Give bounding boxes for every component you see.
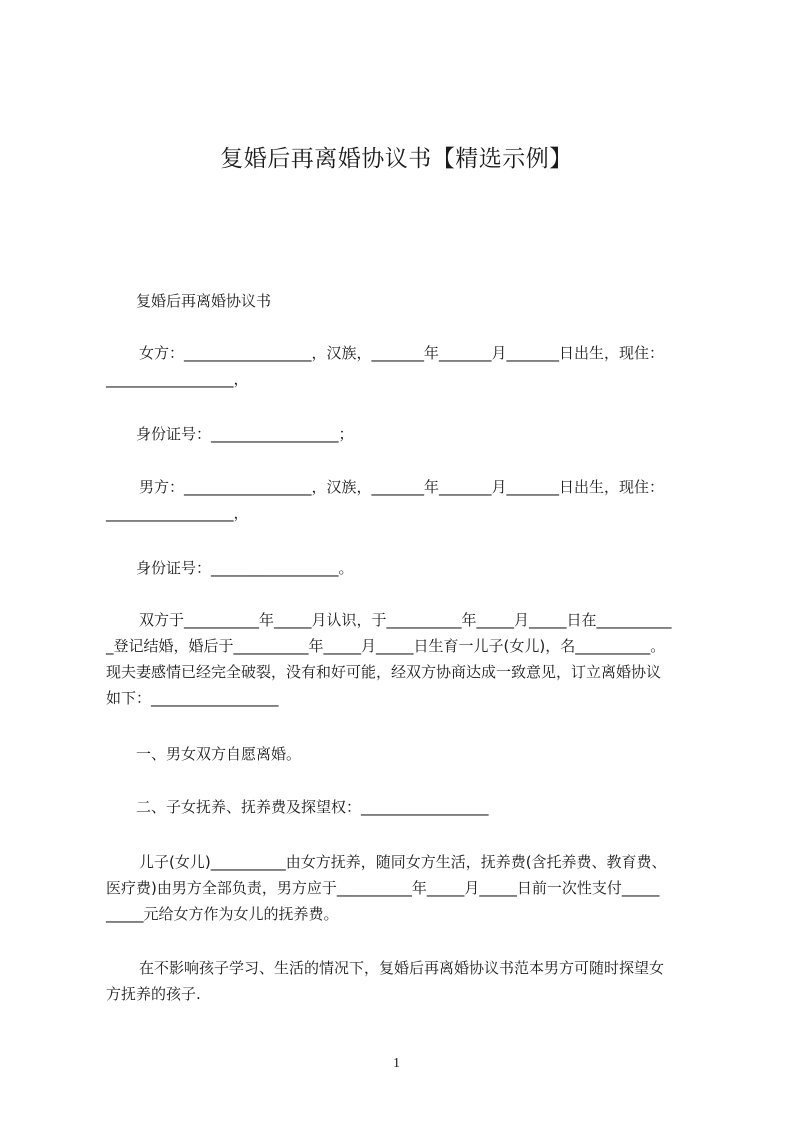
agreement-heading: 复婚后再离婚协议书 <box>136 292 272 310</box>
marriage-line-1: 双方于__________年_____月认识，于__________年_____月_____日在__________ <box>139 611 672 629</box>
marriage-line-4: 如下：_________________ <box>106 689 279 707</box>
female-party-line-2: _________________， <box>106 370 249 388</box>
female-party-line-1: 女方：_________________，汉族，_______年_______月_______日出生，现住： <box>139 344 665 362</box>
marriage-line-3: 现夫妻感情已经完全破裂，没有和好可能，经双方协商达成一致意见，订立离婚协议 <box>106 663 662 681</box>
visitation-line-2: 方抚养的孩子. <box>106 985 201 1003</box>
clause-voluntary-divorce: 一、男女双方自愿离婚。 <box>136 745 302 763</box>
male-id-number: 身份证号：_________________。 <box>136 559 354 577</box>
child-support-line-1: 儿子(女儿)__________由女方抚养，随同女方生活，抚养费(含托养费、教育费、 <box>139 853 667 871</box>
child-support-line-3: _____元给女方作为女儿的抚养费。 <box>106 905 339 923</box>
female-id-number: 身份证号：_________________； <box>136 425 354 443</box>
page-number: 1 <box>393 1056 400 1071</box>
male-party-line-2: _________________， <box>106 504 249 522</box>
clause-child-custody: 二、子女抚养、抚养费及探望权：_________________ <box>136 798 489 816</box>
child-support-paragraph <box>106 849 702 927</box>
female-party-info <box>106 340 702 392</box>
male-party-info <box>106 474 702 526</box>
visitation-paragraph <box>106 955 702 1007</box>
child-support-line-2: 医疗费)由男方全部负责，男方应于__________年_____月_____日前一次性支付_____ <box>106 879 660 897</box>
male-party-line-1: 男方：_________________，汉族，_______年_______月_______日出生，现住： <box>139 478 665 496</box>
marriage-line-2: _登记结婚，婚后于__________年_____月_____日生育一儿子(女儿)，名__________。 <box>106 637 666 655</box>
document-title: 复婚后再离婚协议书【精选示例】 <box>220 146 573 172</box>
visitation-line-1: 在不影响孩子学习、生活的情况下，复婚后再离婚协议书范本男方可随时探望女 <box>139 959 665 977</box>
marriage-paragraph <box>106 607 702 711</box>
